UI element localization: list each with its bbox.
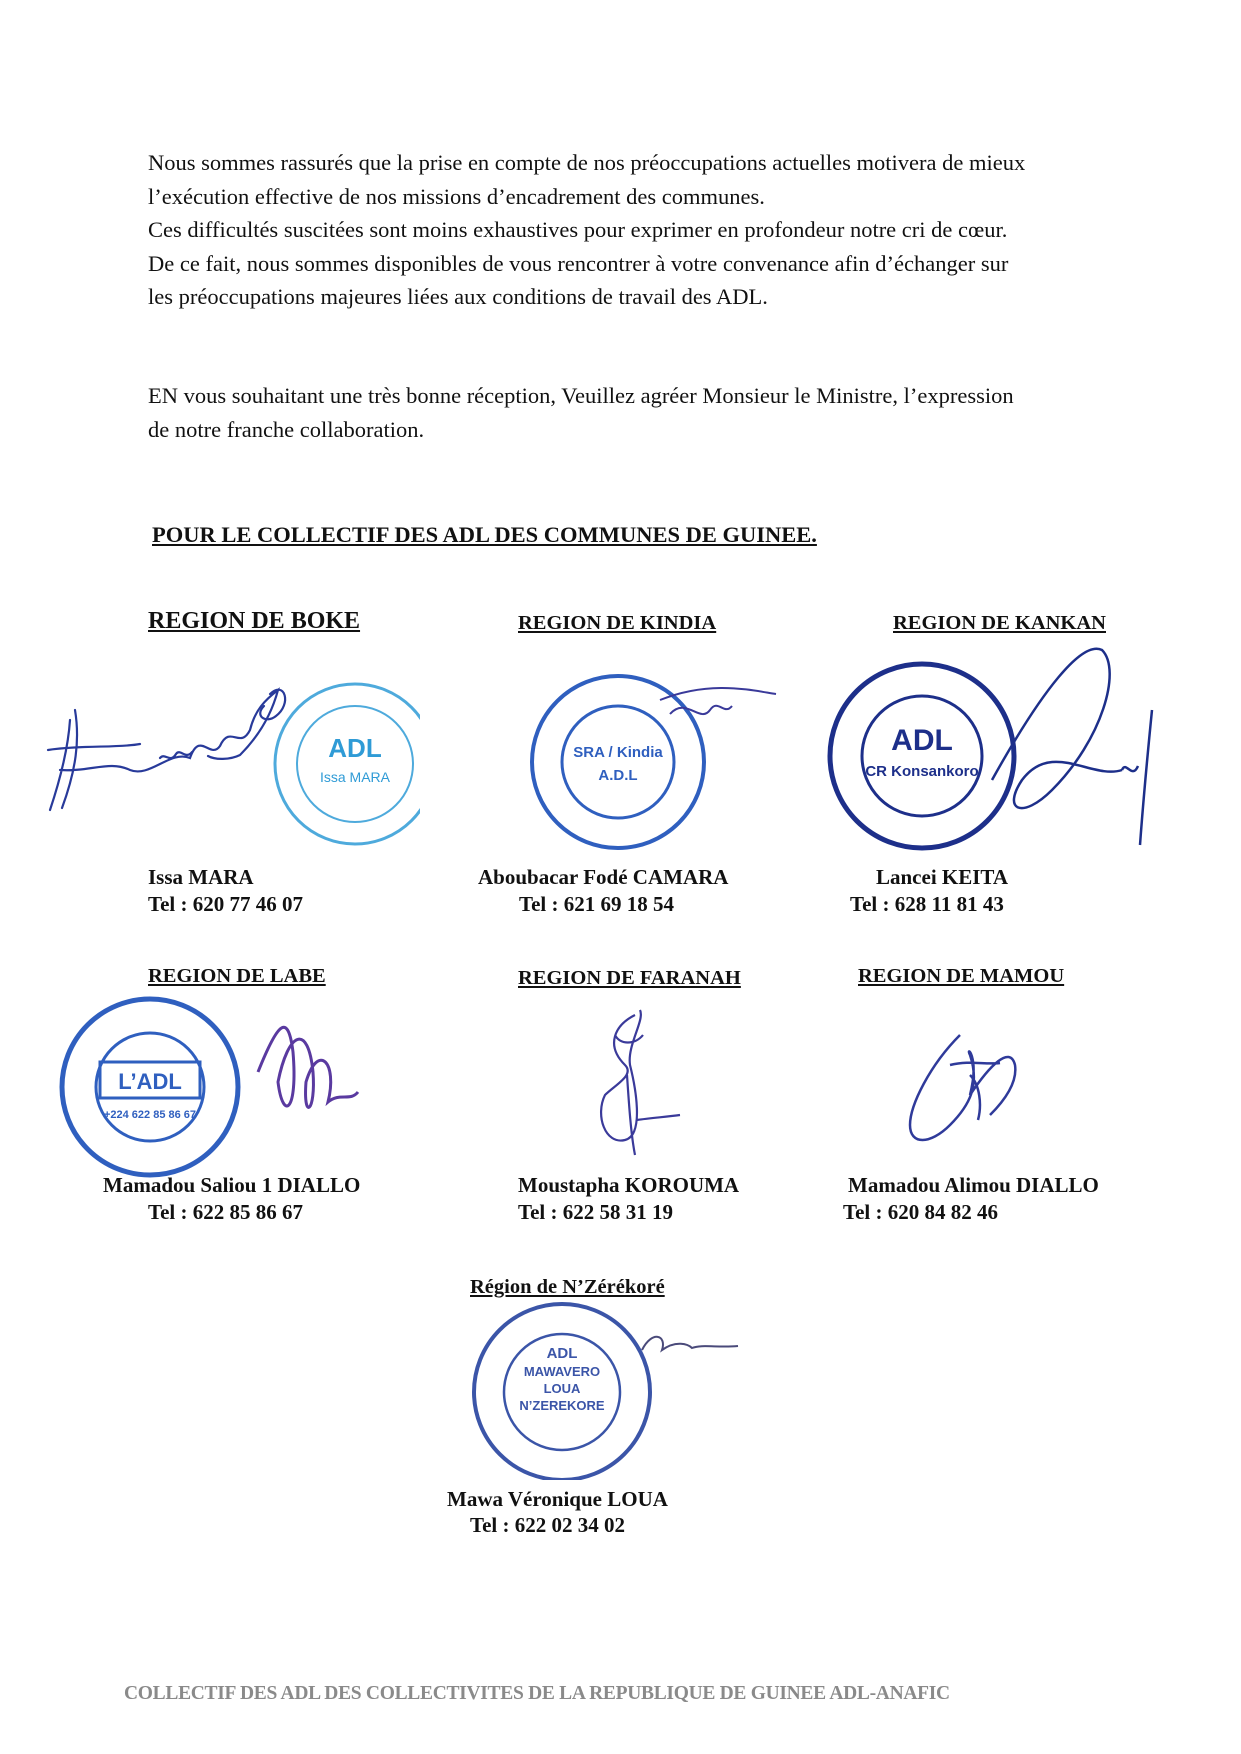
nzerekore-signature: [642, 1337, 738, 1350]
signatory-name: Moustapha KOROUMA: [518, 1173, 740, 1197]
signatory-tel: Tel : 622 58 31 19: [518, 1200, 673, 1224]
region-kankan-heading: REGION DE KANKAN: [893, 612, 1106, 634]
stamp-text: ADL: [891, 724, 953, 757]
boke-signature-stamp: [40, 660, 420, 860]
labe-signature: [258, 1027, 358, 1107]
paragraph-closing: [148, 379, 1138, 446]
region-mamou-heading: REGION DE MAMOU: [858, 965, 1065, 987]
signatory-tel: Tel : 628 11 81 43: [850, 892, 1004, 916]
stamp-text: +224 622 85 86 67: [103, 1109, 197, 1121]
mamou-signature: [890, 1025, 1030, 1155]
labe-signature-stamp: [58, 992, 378, 1182]
signatory-tel: Tel : 620 77 46 07: [148, 892, 303, 916]
stamp-text: ADL: [328, 733, 382, 763]
signatory-tel: Tel : 622 85 86 67: [148, 1200, 303, 1224]
stamp-text: MAWAVERO: [523, 1364, 601, 1379]
page-footer: COLLECTIF DES ADL DES COLLECTIVITES DE LA REPUBLIQUE DE GUINEE ADL-ANAFIC: [124, 1683, 950, 1704]
nzerekore-stamp: [474, 1304, 650, 1480]
text-line: EN vous souhaitant une très bonne réception, Veuillez agréer Monsieur le Ministre, l’expression: [148, 383, 1014, 408]
region-faranah-heading: REGION DE FARANAH: [518, 967, 741, 989]
text-line: de notre franche collaboration.: [148, 416, 425, 442]
faranah-signature-stroke: [601, 1010, 680, 1155]
stamp-text: A.D.L: [598, 767, 638, 784]
signatory-name: Issa MARA: [148, 865, 254, 889]
faranah-signature: [575, 1005, 685, 1160]
kankan-stamp: [830, 664, 1014, 848]
stamp-text: ADL: [546, 1345, 578, 1362]
region-boke-heading: REGION DE BOKE: [148, 608, 361, 634]
stamp-text: CR Konsankoro: [865, 763, 979, 780]
text-line: Ces difficultés suscitées sont moins exhaustives pour exprimer en profondeur notre cri de cœur.: [148, 217, 1008, 242]
kindia-stamp: [532, 676, 704, 848]
region-kindia-heading: REGION DE KINDIA: [518, 612, 717, 634]
signatory-tel: Tel : 621 69 18 54: [519, 892, 674, 916]
signatory-name: Mamadou Saliou 1 DIALLO: [103, 1173, 361, 1197]
signatory-name: Lancei KEITA: [876, 865, 1009, 889]
signatory-name: Aboubacar Fodé CAMARA: [478, 865, 729, 889]
labe-stamp: [62, 999, 238, 1175]
region-nzerekore-heading: Région de N’Zérékoré: [470, 1276, 665, 1298]
kankan-signature-stamp: [822, 630, 1167, 855]
collective-title: POUR LE COLLECTIF DES ADL DES COMMUNES DE GUINEE.: [152, 522, 817, 547]
nzerekore-signature-stamp: [462, 1300, 762, 1480]
boke-signature: [48, 690, 285, 810]
mamou-signature-stroke: [910, 1035, 1015, 1140]
signatory-tel: Tel : 620 84 82 46: [843, 1200, 998, 1224]
signatory-tel: Tel : 622 02 34 02: [470, 1513, 625, 1537]
text-line: l’exécution effective de nos missions d’encadrement des communes.: [148, 183, 765, 209]
stamp-text: L’ADL: [118, 1069, 182, 1094]
boke-stamp: [275, 684, 420, 844]
stamp-text: LOUA: [543, 1381, 581, 1396]
region-labe-heading: REGION DE LABE: [148, 965, 326, 987]
text-line: les préoccupations majeures liées aux conditions de travail des ADL.: [148, 284, 768, 309]
text-line: De ce fait, nous sommes disponibles de vous rencontrer à votre convenance afin d’échanger sur: [148, 250, 1009, 276]
kindia-signature-stamp: [510, 670, 780, 850]
signatory-name: Mawa Véronique LOUA: [447, 1487, 668, 1511]
stamp-text: N’ZEREKORE: [519, 1398, 605, 1413]
text-line: Nous sommes rassurés que la prise en compte de nos préoccupations actuelles motivera de mieux: [148, 150, 1026, 175]
stamp-text: Issa MARA: [319, 769, 391, 785]
stamp-text: SRA / Kindia: [573, 744, 663, 761]
signatory-name: Mamadou Alimou DIALLO: [848, 1173, 1099, 1197]
paragraph-concerns: [148, 146, 1138, 314]
